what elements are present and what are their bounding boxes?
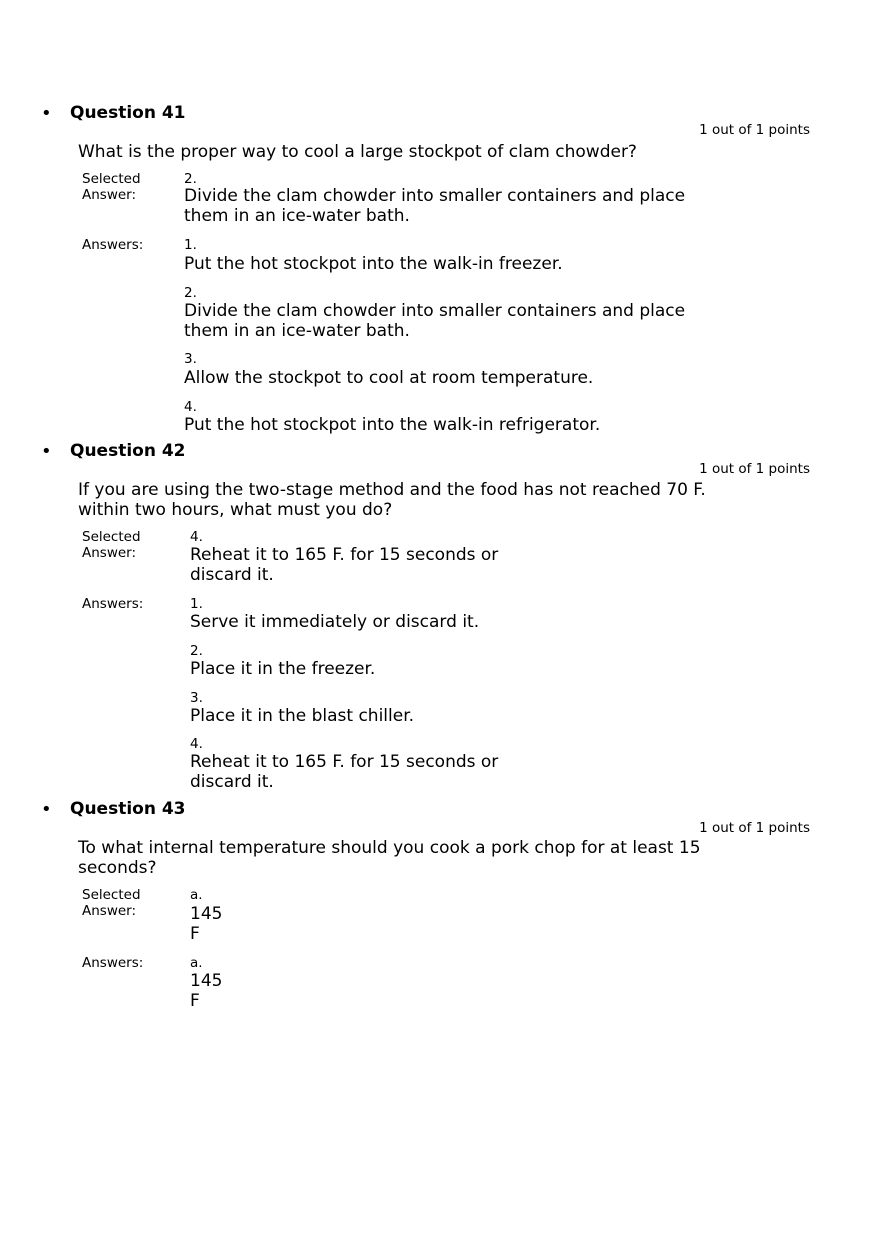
selected-answer-number: 4. [190,529,203,545]
answer-option: Allow the stockpot to cool at room temperature. [184,368,594,388]
points-score: 1 out of 1 points [699,820,810,836]
answers-label: Answers: [82,955,144,971]
answer-number: 3. [190,690,203,706]
bullet-icon: • [41,799,52,820]
points-score: 1 out of 1 points [699,122,810,138]
question-title: Question 41 [70,103,186,123]
selected-answer-number: 2. [184,171,197,187]
selected-answer-text: Divide the clam chowder into smaller containers and place them in an ice-water bath. [184,186,686,226]
bullet-icon: • [41,441,52,462]
answer-option: Reheat it to 165 F. for 15 seconds or discard it. [190,752,499,792]
question-text: If you are using the two-stage method and the food has not reached 70 F. within two hours, what must you do? [78,480,706,520]
selected-answer-text: 145 F [190,904,223,944]
answer-option: 145 F [190,971,223,1011]
answers-label: Answers: [82,596,144,612]
answer-option: Serve it immediately or discard it. [190,612,480,632]
question-text: What is the proper way to cool a large stockpot of clam chowder? [78,142,637,162]
answer-number: 4. [190,736,203,752]
answers-label: Answers: [82,237,144,253]
bullet-icon: • [41,103,52,124]
answer-number: 2. [190,643,203,659]
answer-option: Divide the clam chowder into smaller containers and place them in an ice-water bath. [184,301,686,341]
answer-number: 1. [184,237,197,253]
answer-option: Place it in the freezer. [190,659,376,679]
selected-answer-label: Selected Answer: [82,887,141,919]
answer-number: 2. [184,285,197,301]
points-score: 1 out of 1 points [699,461,810,477]
answer-option: Place it in the blast chiller. [190,706,415,726]
selected-answer-text: Reheat it to 165 F. for 15 seconds or discard it. [190,545,499,585]
selected-answer-number: a. [190,887,203,903]
selected-answer-label: Selected Answer: [82,171,141,203]
question-title: Question 42 [70,441,186,461]
answer-number: a. [190,955,203,971]
answer-number: 1. [190,596,203,612]
question-title: Question 43 [70,799,186,819]
answer-number: 4. [184,399,197,415]
answer-option: Put the hot stockpot into the walk-in freezer. [184,254,563,274]
selected-answer-label: Selected Answer: [82,529,141,561]
answer-option: Put the hot stockpot into the walk-in refrigerator. [184,415,601,435]
answer-number: 3. [184,351,197,367]
question-text: To what internal temperature should you cook a pork chop for at least 15 seconds? [78,838,701,878]
